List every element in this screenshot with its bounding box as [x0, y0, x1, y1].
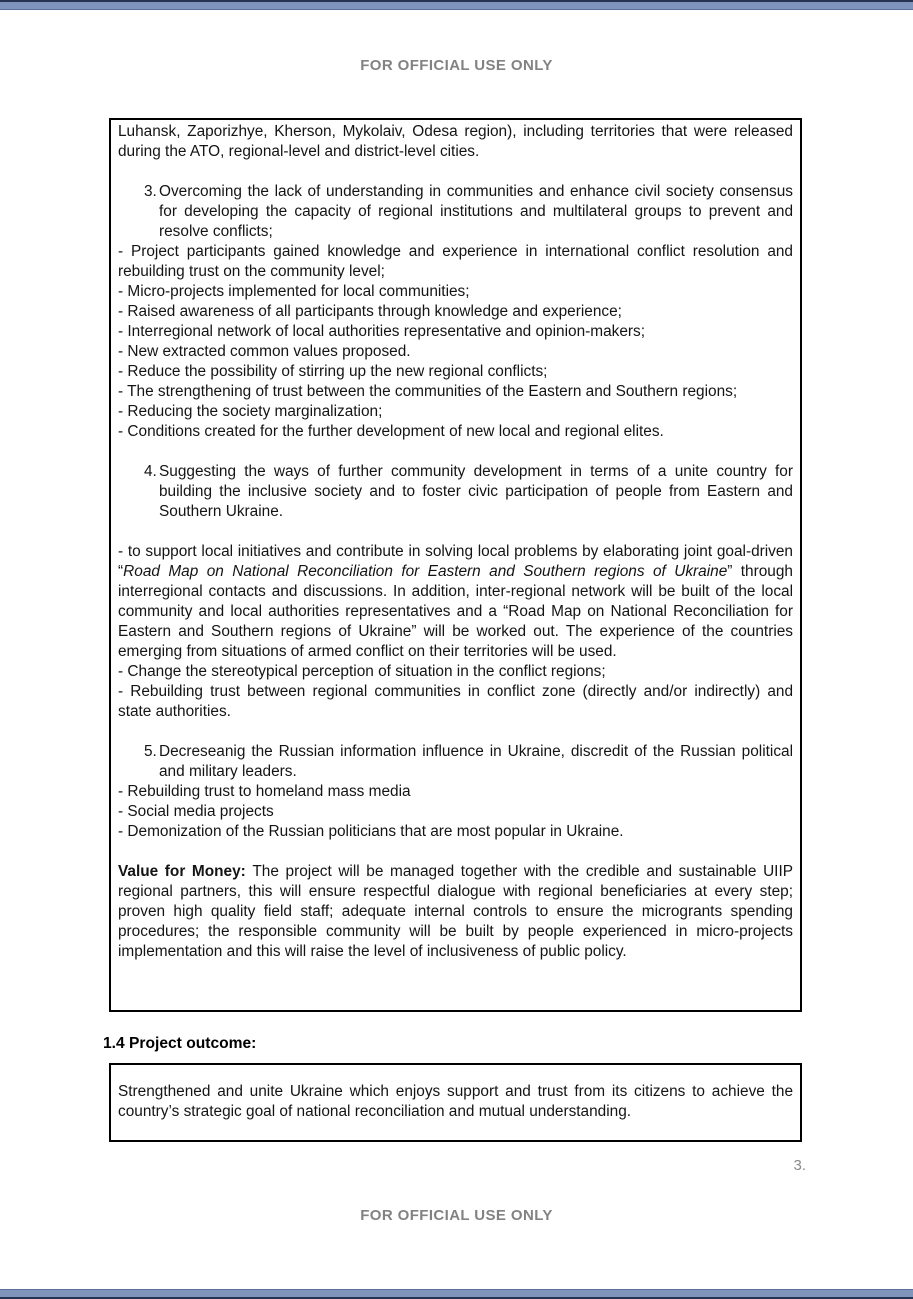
- item-text: Decreseanig the Russian information influence in Ukraine, discredit of the Russian political and military leaders.: [159, 743, 793, 780]
- paragraph: [118, 342, 793, 362]
- paragraph: [118, 422, 793, 442]
- paragraph: [118, 322, 793, 342]
- document-content: [103, 118, 802, 1142]
- paragraph: [118, 282, 793, 302]
- text-segment: - Conditions created for the further development of new local and regional elites.: [118, 423, 664, 440]
- text-segment: - Change the stereotypical perception of situation in the conflict regions;: [118, 663, 606, 680]
- blank-line: [118, 162, 793, 182]
- text-segment: - Interregional network of local authorities representative and opinion-makers;: [118, 323, 645, 340]
- text-segment: Strengthened and unite Ukraine which enjoys support and trust from its citizens to achieve the country’s strategic goal of national reconciliation and mutual understanding.: [118, 1083, 793, 1120]
- blank-line: [118, 522, 793, 542]
- footer-classification-banner: FOR OFFICIAL USE ONLY: [360, 1207, 553, 1224]
- blank-line: [118, 442, 793, 462]
- paragraph: [118, 782, 793, 802]
- paragraph: [118, 682, 793, 722]
- project-outcome-box: [109, 1063, 802, 1142]
- top-border-bar: [0, 0, 913, 10]
- section-heading: 1.4 Project outcome:: [103, 1035, 257, 1052]
- text-segment: - Micro-projects implemented for local communities;: [118, 283, 470, 300]
- text-segment-bold: Value for Money:: [118, 863, 253, 880]
- text-segment: - Social media projects: [118, 803, 274, 820]
- item-text: Overcoming the lack of understanding in communities and enhance civil society consensus for developing the capacity of regional institutions and multilateral groups to prevent and resolve conflicts;: [159, 183, 793, 240]
- item-number: 3.: [144, 183, 157, 200]
- text-segment: - Demonization of the Russian politicians that are most popular in Ukraine.: [118, 823, 624, 840]
- paragraph: [118, 242, 793, 282]
- text-segment: - Project participants gained knowledge and experience in international conflict resolution and rebuilding trust on the community level;: [118, 243, 793, 280]
- blank-line: [118, 962, 793, 982]
- text-segment: Luhansk, Zaporizhye, Kherson, Mykolaiv, Odesa region), including territories that were released during the ATO, regional-level and district-level cities.: [118, 123, 793, 160]
- text-segment: - Raised awareness of all participants through knowledge and experience;: [118, 303, 622, 320]
- numbered-item: [118, 742, 793, 782]
- paragraph: [118, 662, 793, 682]
- paragraph: [118, 802, 793, 822]
- paragraph: [118, 362, 793, 382]
- text-segment-italic: Road Map on National Reconciliation for Eastern and Southern regions of Ukraine: [123, 563, 728, 580]
- paragraph: [118, 1082, 793, 1122]
- item-number: 4.: [144, 463, 157, 480]
- paragraph: [118, 122, 793, 162]
- header-classification-banner: FOR OFFICIAL USE ONLY: [360, 57, 553, 74]
- paragraph: [118, 542, 793, 662]
- paragraph: [118, 402, 793, 422]
- paragraph: [118, 822, 793, 842]
- bottom-border-bar: [0, 1289, 913, 1299]
- text-segment: - Rebuilding trust to homeland mass media: [118, 783, 411, 800]
- text-segment: - Reducing the society marginalization;: [118, 403, 383, 420]
- paragraph: [118, 382, 793, 402]
- numbered-item: [118, 182, 793, 242]
- text-segment: - Rebuilding trust between regional communities in conflict zone (directly and/or indirectly) and state authorities.: [118, 683, 793, 720]
- item-text: Suggesting the ways of further community development in terms of a unite country for building the inclusive society and to foster civic participation of people from Eastern and Southern Ukraine.: [159, 463, 793, 520]
- text-segment: - to support local initiatives and contribute in solving local problems by elaborating joint goal-driven “: [118, 543, 793, 580]
- item-number: 5.: [144, 743, 157, 760]
- text-segment: The project will be managed together with the credible and sustainable UIIP regional partners, this will ensure respectful dialogue with regional beneficiaries at every step; proven high quality field staff; adequate internal controls to ensure the microgrants spending procedures; the responsible community will be built by people experienced in micro-projects implementation and this will raise the level of inclusiveness of public policy.: [118, 863, 793, 960]
- paragraph: [118, 862, 793, 962]
- project-outputs-box: [109, 118, 802, 1012]
- numbered-item: [118, 462, 793, 522]
- blank-line: [118, 722, 793, 742]
- blank-line: [118, 842, 793, 862]
- text-segment: ” through interregional contacts and discussions. In addition, inter-regional network will be built of the local community and local authorities representatives and a “Road Map on National Reconciliation for Eastern and Southern regions of Ukraine” will be worked out. The experience of the countries emerging from situations of armed conflict on their territories will be used.: [118, 563, 793, 660]
- text-segment: - Reduce the possibility of stirring up the new regional conflicts;: [118, 363, 548, 380]
- text-segment: - The strengthening of trust between the communities of the Eastern and Southern regions;: [118, 383, 738, 400]
- page-number: 3.: [793, 1157, 806, 1174]
- paragraph: [118, 302, 793, 322]
- text-segment: - New extracted common values proposed.: [118, 343, 411, 360]
